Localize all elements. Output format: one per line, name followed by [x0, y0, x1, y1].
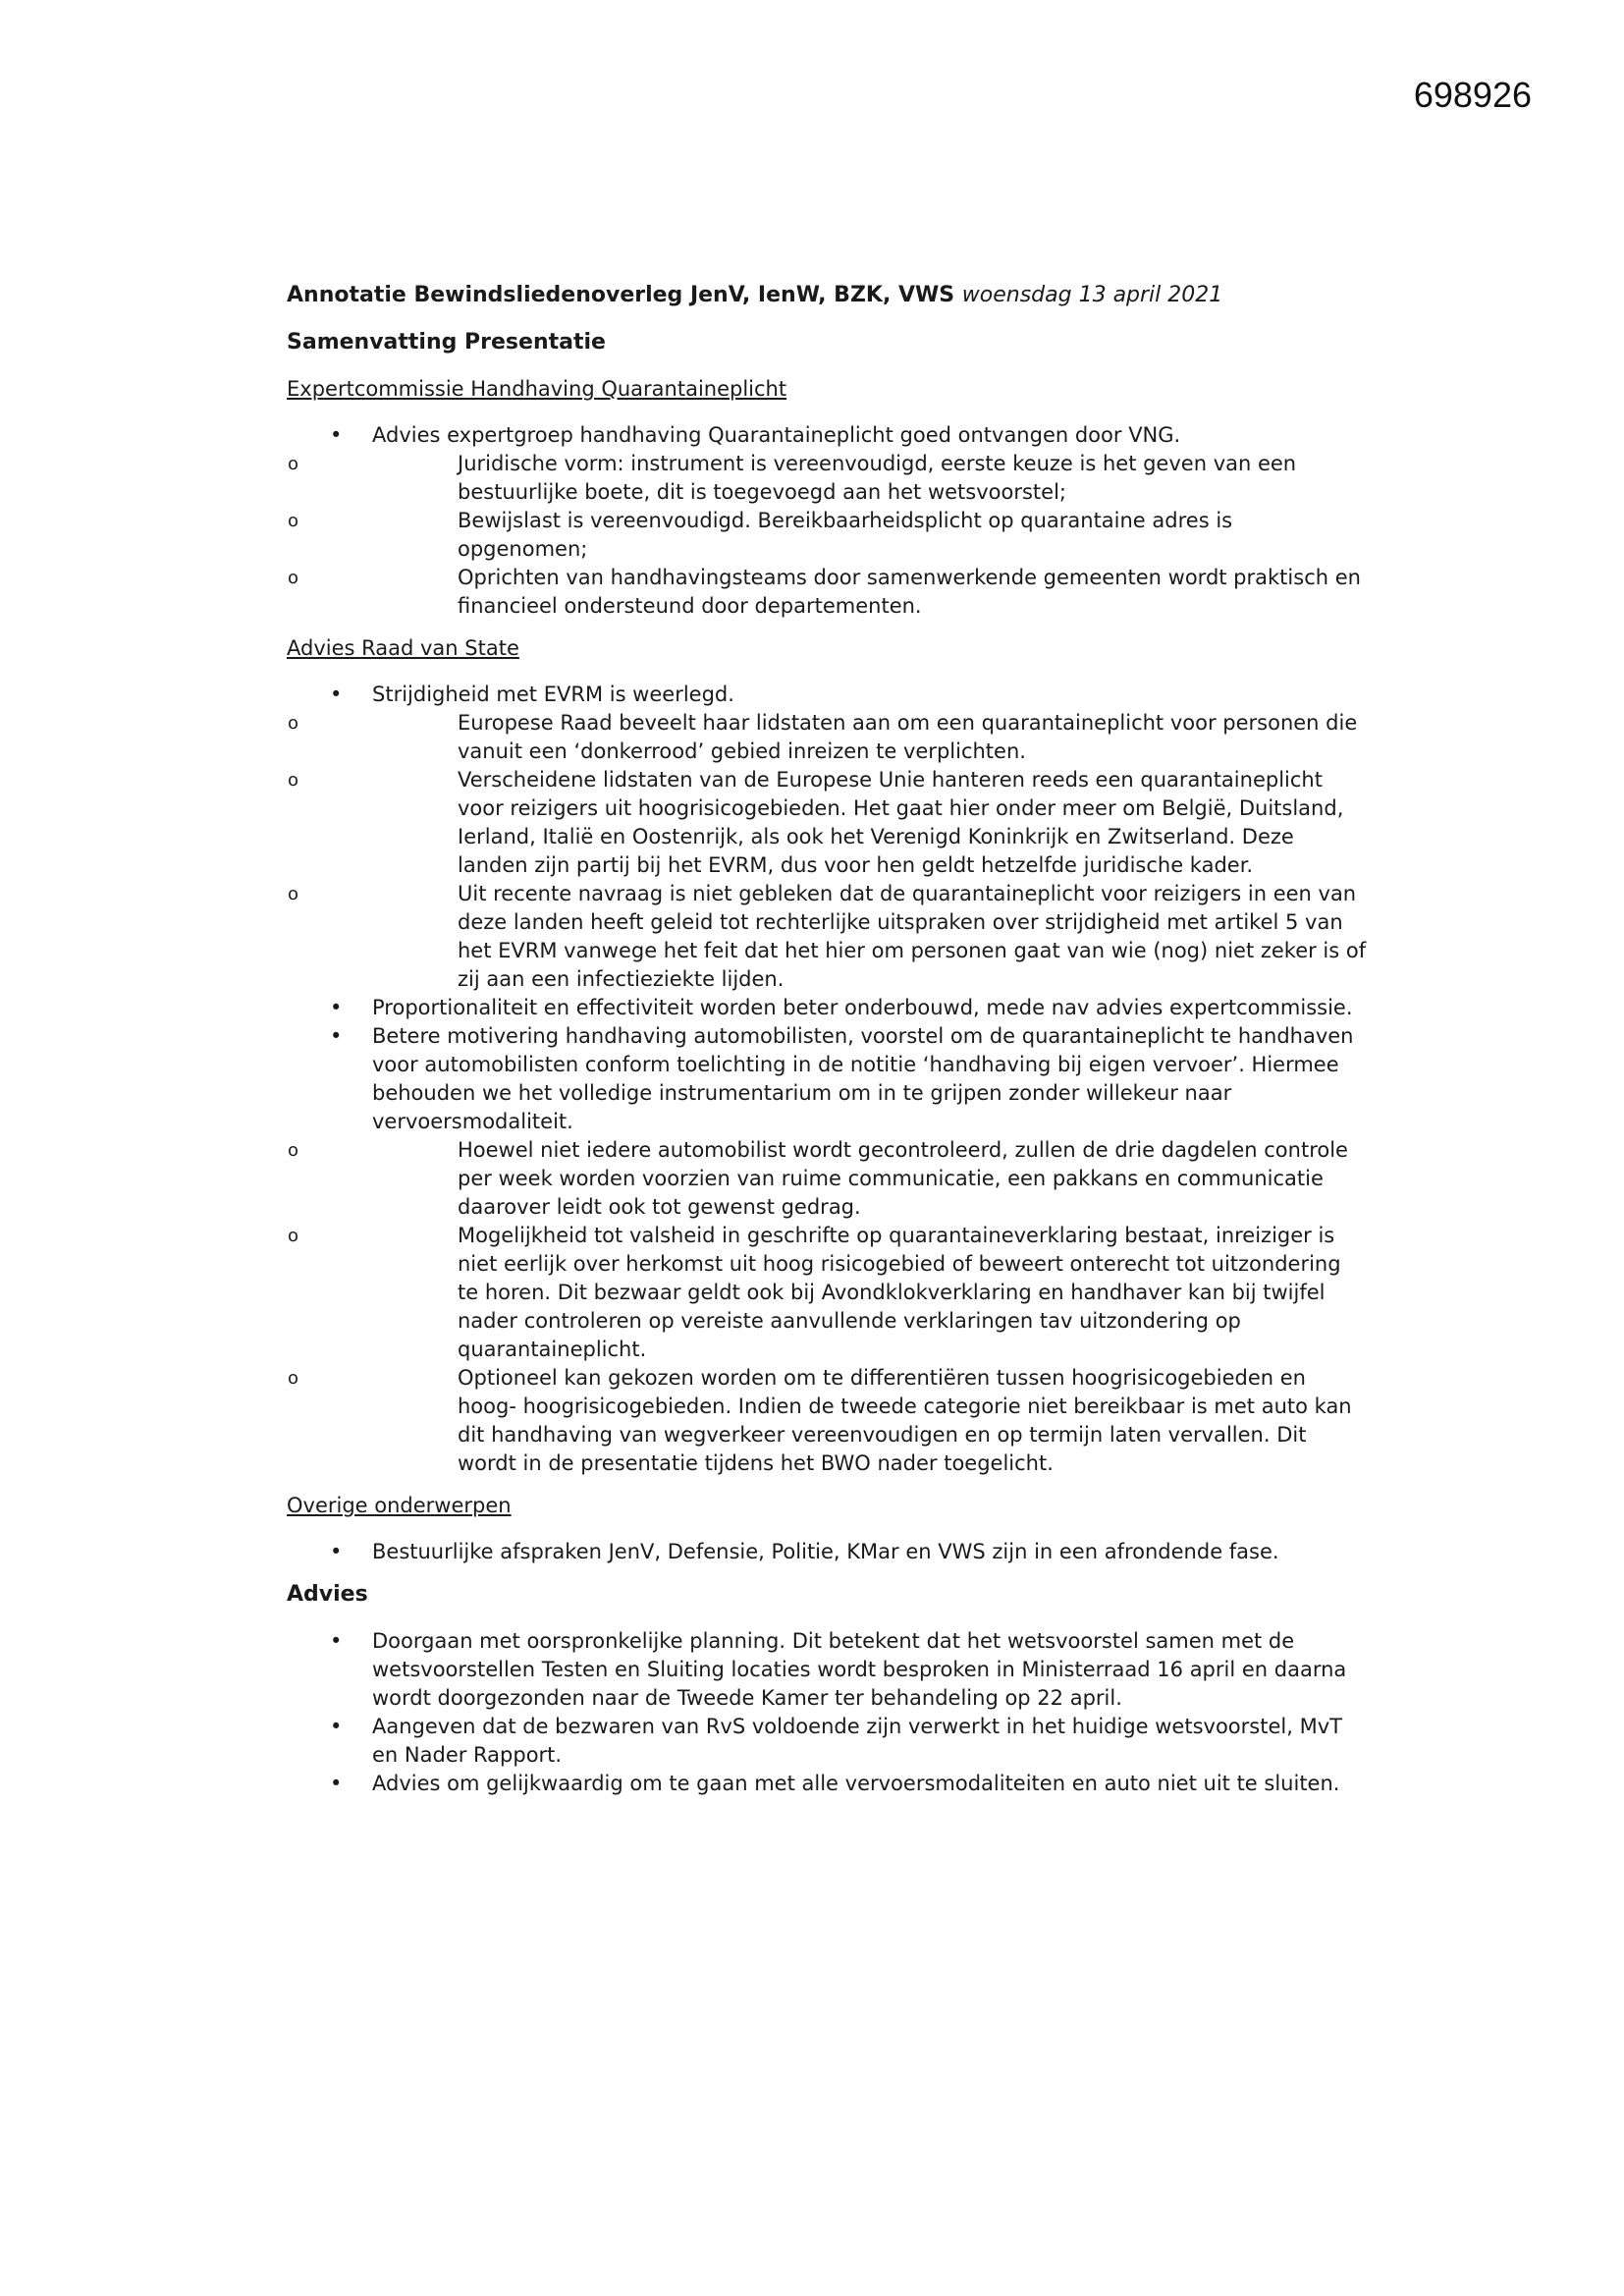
sub-list-item: o Verscheidene lidstaten van de Europese Unie hanteren reeds een quarantaineplicht voor reizigers uit hoogrisicogebieden. Het gaat hier onder meer om België, Duitsland, Ierland, Italië en Oostenrijk, als ook het Verenigd Koninkrijk en Zwitserland. Deze landen zijn partij bij het EVRM, dus voor hen geldt hetzelfde juridische kader. [372, 766, 1367, 880]
title-date: woensdag 13 april 2021 [961, 283, 1223, 307]
list-item: • Advies om gelijkwaardig om te gaan met alle vervoersmodaliteiten en auto niet uit te sluiten. [287, 1770, 1367, 1798]
list-item [287, 421, 1367, 621]
document-body [287, 281, 1367, 1812]
document-title [287, 281, 1367, 310]
bullet-list [287, 1538, 1367, 1566]
sub-list-item: o Juridische vorm: instrument is vereenvoudigd, eerste keuze is het geven van een bestuurlijke boete, dit is toegevoegd aan het wetsvoorstel; [372, 450, 1367, 507]
sub-list-item: o Optioneel kan gekozen worden om te differentiëren tussen hoogrisicogebieden en hoog- hoogrisicogebieden. Indien de tweede categorie niet bereikbaar is met auto kan dit handhaving van wegverkeer vereenvoudigen en op termijn laten vervallen. Dit wordt in de presentatie tijdens het BWO nader toegelicht. [372, 1364, 1367, 1478]
sub-list [372, 709, 1367, 994]
document-number: 698926 [1413, 75, 1532, 115]
sub-list-item: o Europese Raad beveelt haar lidstaten aan om een quarantaineplicht voor personen die vanuit een ‘donkerrood’ gebied inreizen te verplichten. [372, 709, 1367, 766]
list-item [287, 1538, 1367, 1566]
bullet-list [287, 421, 1367, 621]
sub-list [372, 1136, 1367, 1478]
bullet-text: Strijdigheid met EVRM is weerlegd. [372, 683, 734, 706]
sub-list [372, 450, 1367, 621]
bullet-text: Advies expertgroep handhaving Quarantaineplicht goed ontvangen door VNG. [372, 423, 1181, 447]
advice-heading: Advies [287, 1582, 368, 1607]
bullet-text: Bestuurlijke afspraken JenV, Defensie, Politie, KMar en VWS zijn in een afrondende fase. [372, 1540, 1279, 1563]
list-item [287, 994, 1367, 1022]
sub-list-item: o Hoewel niet iedere automobilist wordt gecontroleerd, zullen de drie dagdelen controle per week worden voorzien van ruime communicatie, een pakkans en communicatie daarover leidt ook tot gewenst gedrag. [372, 1136, 1367, 1222]
summary-heading: Samenvatting Presentatie [287, 330, 606, 355]
list-item: • Aangeven dat de bezwaren van RvS voldoende zijn verwerkt in het huidige wetsvoorstel, MvT en Nader Rapport. [287, 1713, 1367, 1770]
bullet-text: Betere motivering handhaving automobilisten, voorstel om de quarantaineplicht te handhaven voor automobilisten conform toelichting in de notitie ‘handhaving bij eigen vervoer’. Hiermee behouden we het volledige instrumentarium om in te grijpen zonder willekeur naar vervoersmodaliteit. [372, 1024, 1354, 1133]
sub-list-item: o Bewijslast is vereenvoudigd. Bereikbaarheidsplicht op quarantaine adres is opgenomen; [372, 507, 1367, 564]
title-main: Annotatie Bewindsliedenoverleg JenV, IenW, BZK, VWS [287, 283, 955, 307]
section-heading: Expertcommissie Handhaving Quarantaineplicht [287, 377, 787, 401]
sub-list-item: o Oprichten van handhavingsteams door samenwerkende gemeenten wordt praktisch en financieel ondersteund door departementen. [372, 564, 1367, 621]
list-item [287, 1022, 1367, 1478]
section-heading: Advies Raad van State [287, 636, 519, 660]
list-item [287, 681, 1367, 994]
bullet-text: Proportionaliteit en effectiviteit worden beter onderbouwd, mede nav advies expertcommissie. [372, 996, 1353, 1019]
advice-list [287, 1627, 1367, 1798]
section-heading: Overige onderwerpen [287, 1494, 512, 1517]
sub-list-item: o Mogelijkheid tot valsheid in geschrifte op quarantaineverklaring bestaat, inreiziger is niet eerlijk over herkomst uit hoog risicogebied of beweert onterecht tot uitzondering te horen. Dit bezwaar geldt ook bij Avondklokverklaring en handhaver kan bij twijfel nader controleren op vereiste aanvullende verklaringen tav uitzondering op quarantaineplicht. [372, 1222, 1367, 1364]
list-item: • Doorgaan met oorspronkelijke planning. Dit betekent dat het wetsvoorstel samen met de wetsvoorstellen Testen en Sluiting locaties wordt besproken in Ministerraad 16 april en daarna wordt doorgezonden naar de Tweede Kamer ter behandeling op 22 april. [287, 1627, 1367, 1713]
bullet-list [287, 681, 1367, 1478]
sub-list-item: o Uit recente navraag is niet gebleken dat de quarantaineplicht voor reizigers in een van deze landen heeft geleid tot rechterlijke uitspraken over strijdigheid met artikel 5 van het EVRM vanwege het feit dat het hier om personen gaat van wie (nog) niet zeker is of zij aan een infectieziekte lijden. [372, 880, 1367, 994]
